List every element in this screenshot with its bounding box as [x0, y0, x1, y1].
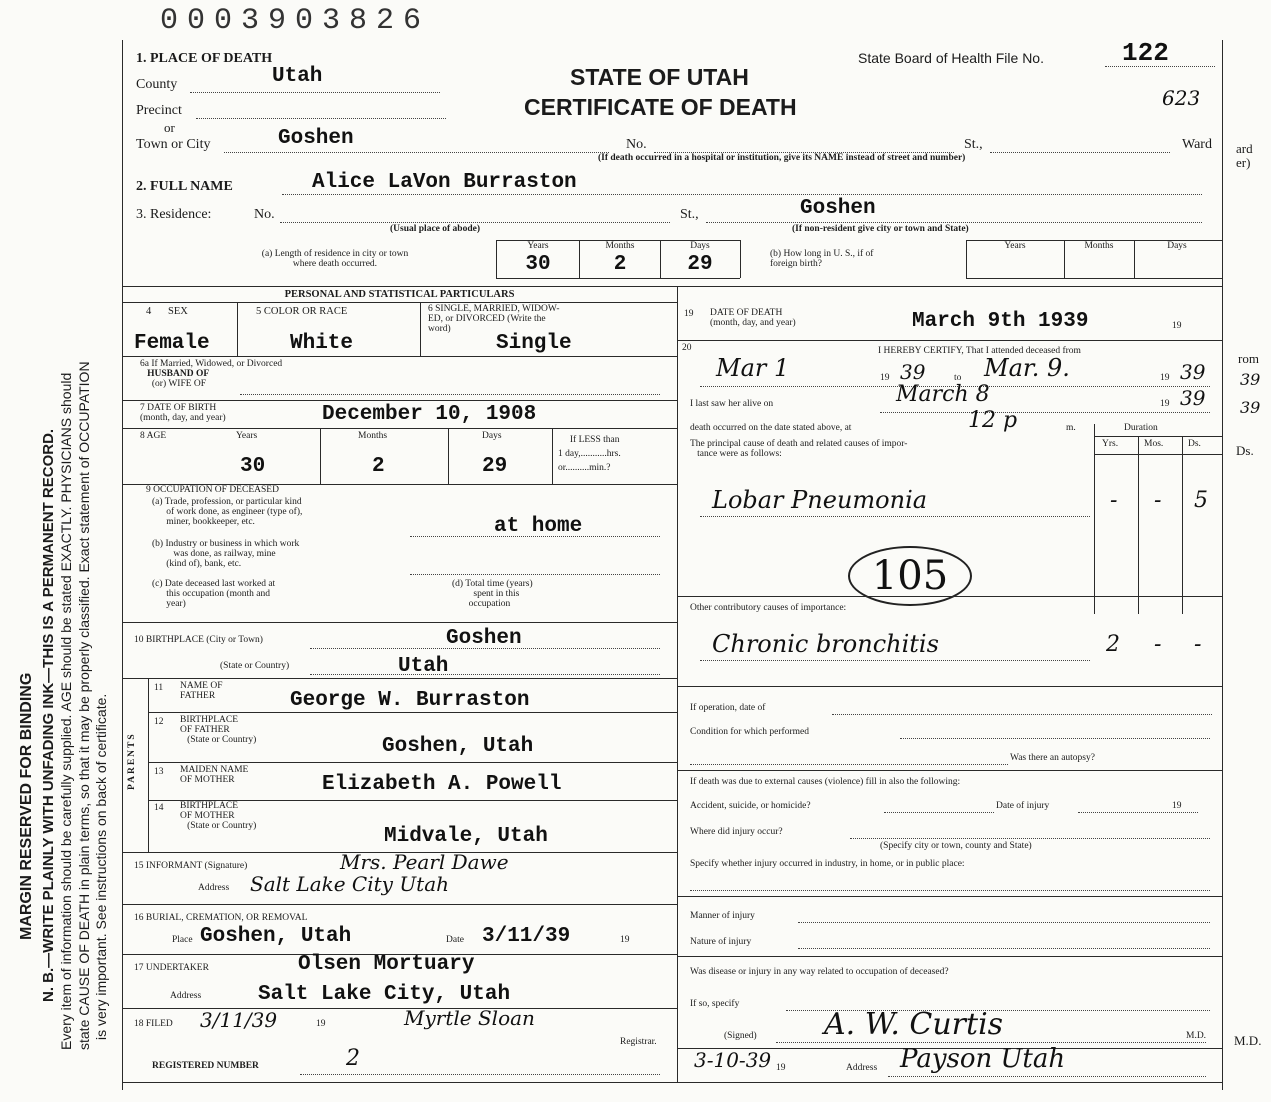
mother-bp-value: Midvale, Utah [384, 825, 548, 848]
death-date-value: March 9th 1939 [912, 310, 1089, 333]
non-resident-note: (If non-resident give city or town and State) [792, 224, 969, 234]
undertaker-address-label: Address [170, 991, 202, 1001]
operation-label: If operation, date of [690, 703, 766, 713]
res-days-value: 29 [687, 253, 713, 276]
signed-date: 3-10-39 [694, 1048, 772, 1072]
attended-to-label: to [954, 373, 962, 383]
filed-value: 3/11/39 [200, 1008, 278, 1032]
no-label: No. [626, 137, 647, 152]
death-occurred-label: death occurred on the date stated above, at [690, 423, 852, 433]
serial-number: 0003903826 [160, 4, 431, 38]
birthplace-label: 10 BIRTHPLACE (City or Town) [134, 635, 263, 645]
father-bp-num: 12 [154, 717, 164, 727]
race-value: White [290, 332, 354, 355]
or-label: or [164, 120, 175, 135]
accident-label: Accident, suicide, or homicide? [690, 801, 811, 811]
signed-label: (Signed) [724, 1031, 757, 1041]
edge-fragment-4: 39 [1240, 370, 1261, 389]
hospital-note: (If death occurred in a hospital or institution, give its NAME instead of street and number) [598, 153, 966, 163]
race-label: 5 COLOR OR RACE [256, 306, 348, 317]
other-cause: Chronic bronchitis [712, 630, 939, 658]
age-less-label: If LESS than 1 day,...........hrs. or..........min.? [558, 435, 621, 473]
last-saw-date: March 8 [896, 382, 990, 407]
burial-date-label: Date [446, 935, 464, 945]
filed-year-suffix: 19 [316, 1019, 326, 1029]
last-saw-year-prefix: 19 [1160, 399, 1170, 409]
undertaker-address-value: Salt Lake City, Utah [258, 983, 511, 1006]
birthplace-city-value: Goshen [446, 627, 522, 650]
occupation-a-label: (a) Trade, profession, or particular kind of work done, as engineer (type of), miner, bookkeeper, etc. [152, 497, 303, 527]
usual-abode-note: (Usual place of abode) [390, 224, 480, 234]
dob-label: 7 DATE OF BIRTH (month, day, and year) [140, 403, 226, 423]
informant-address-label: Address [198, 883, 230, 893]
place-of-death-label: 1. PLACE OF DEATH [136, 51, 273, 66]
mos-label: Mos. [1144, 439, 1164, 449]
attended-to-year-prefix: 19 [1160, 373, 1170, 383]
residence-st-label: St., [680, 207, 699, 222]
occupation-label: 9 OCCUPATION OF DECEASED [146, 485, 279, 495]
physician-address: Payson Utah [900, 1044, 1066, 1074]
res-months-value: 2 [613, 253, 627, 276]
attended-to-year: 39 [1180, 360, 1206, 384]
length-of-residence-label: (a) Length of residence in city or town where death occurred. [261, 249, 409, 269]
death-occurred-m: m. [1066, 423, 1076, 433]
county-label: County [136, 77, 178, 92]
ds-label: Ds. [1188, 439, 1201, 449]
father-bp-label: BIRTHPLACE OF FATHER (State or Country) [180, 715, 257, 745]
sex-num: 4 [146, 306, 152, 317]
us-years-label: Years [1004, 241, 1026, 251]
other-ds: - [1194, 632, 1202, 657]
certify-num: 20 [682, 343, 692, 353]
res-years-value: 30 [525, 253, 551, 276]
marital-value: Single [496, 332, 572, 355]
parents-label: PARENTS [127, 732, 137, 790]
where-injury-note: (Specify city or town, county and State) [880, 841, 1032, 851]
registered-value: 2 [346, 1046, 360, 1071]
margin-instructions-2: state CAUSE OF DEATH in plain terms, so that it may be properly classified. Exact statement of OCCUPATION [76, 361, 92, 1050]
undertaker-label: 17 UNDERTAKER [134, 963, 209, 973]
edge-fragment-1: ard [1236, 141, 1253, 156]
filed-label: 18 FILED [134, 1019, 173, 1029]
occupation-value: at home [494, 515, 583, 538]
signed-date-suffix: 19 [776, 1063, 786, 1073]
us-months-label: Months [1084, 241, 1114, 251]
attended-to: Mar. 9. [984, 354, 1070, 382]
registrar-signature: Myrtle Sloan [404, 1006, 535, 1030]
sex-label: SEX [168, 306, 188, 317]
md-label: M.D. [1186, 1031, 1207, 1041]
date-injury-label: Date of injury [996, 801, 1050, 811]
last-saw-year: 39 [1180, 386, 1206, 410]
death-date-num: 19 [684, 309, 694, 319]
where-injury-label: Where did injury occur? [690, 827, 783, 837]
residence-city-value: Goshen [800, 197, 876, 220]
attended-from: Mar 1 [716, 354, 790, 382]
age-days-value: 29 [482, 455, 508, 478]
informant-address: Salt Lake City Utah [250, 872, 450, 896]
full-name-label: 2. FULL NAME [136, 179, 233, 194]
specify-place-label: Specify whether injury occurred in industry, in home, or in public place: [690, 859, 965, 869]
ward-label: Ward [1182, 137, 1212, 152]
margin-binding-text: MARGIN RESERVED FOR BINDING [18, 672, 35, 940]
edge-fragment-6: Ds. [1236, 443, 1254, 458]
other-causes-label: Other contributory causes of importance: [690, 603, 847, 613]
us-residence-label: (b) How long in U. S., if of foreign birth? [770, 249, 874, 269]
dob-value: December 10, 1908 [322, 403, 537, 426]
related-occupation-label: Was disease or injury in any way related to occupation of deceased? [690, 967, 949, 977]
state-file-sub-value: 623 [1162, 86, 1201, 110]
birthplace-state-label: (State or Country) [220, 661, 290, 671]
if-so-label: If so, specify [690, 999, 740, 1009]
yrs-label: Yrs. [1102, 439, 1119, 449]
margin-permanent-record-text: N. B.—WRITE PLAINLY WITH UNFADING INK—THIS IS A PERMANENT RECORD. [40, 428, 57, 1002]
spouse-label: 6a If Married, Widowed, or Divorced HUSBAND OF (or) WIFE OF [140, 359, 283, 389]
title-certificate: CERTIFICATE OF DEATH [524, 94, 797, 120]
other-mos: - [1154, 632, 1162, 657]
county-value: Utah [272, 65, 323, 88]
condition-label: Condition for which performed [690, 727, 809, 737]
attended-from-year-prefix: 19 [880, 373, 890, 383]
burial-year-suffix: 19 [620, 935, 630, 945]
residence-no-label: No. [254, 207, 275, 222]
town-label: Town or City [136, 137, 211, 152]
death-time: 12 p [968, 408, 1018, 433]
last-saw-label: I last saw her alive on [690, 399, 774, 409]
attended-from-year: 39 [900, 360, 926, 384]
father-num: 11 [154, 683, 164, 693]
town-value: Goshen [278, 127, 354, 150]
age-months-value: 2 [372, 455, 385, 478]
burial-label: 16 BURIAL, CREMATION, OR REMOVAL [134, 913, 308, 923]
personal-header: PERSONAL AND STATISTICAL PARTICULARS [284, 289, 515, 300]
birthplace-state-value: Utah [398, 655, 449, 678]
residence-label: 3. Residence: [136, 207, 212, 222]
undertaker-value: Olsen Mortuary [298, 953, 475, 976]
registrar-label: Registrar. [620, 1037, 657, 1047]
res-months-label: Months [605, 241, 635, 251]
edge-fragment-3: rom [1238, 351, 1259, 366]
sex-value: Female [134, 332, 210, 355]
mother-bp-label: BIRTHPLACE OF MOTHER (State or Country) [180, 801, 257, 831]
res-years-label: Years [527, 241, 549, 251]
principal-cause: Lobar Pneumonia [712, 486, 928, 514]
burial-place-label: Place [172, 935, 193, 945]
nature-label: Nature of injury [690, 937, 752, 947]
precinct-label: Precinct [136, 103, 182, 118]
physician-address-label: Address [846, 1063, 878, 1073]
state-file-no-value: 122 [1122, 38, 1169, 68]
state-file-no-label: State Board of Health File No. [858, 50, 1044, 66]
occupation-d-label: (d) Total time (years) spent in this occupation [452, 579, 533, 609]
duration-label: Duration [1124, 423, 1158, 433]
age-days-label: Days [482, 431, 502, 441]
other-yrs: 2 [1106, 632, 1120, 657]
st-label: St., [964, 137, 983, 152]
certify-text: I HEREBY CERTIFY, That I attended deceased from [878, 346, 1081, 356]
cause-code: 105 [848, 546, 972, 606]
father-value: George W. Burraston [290, 689, 530, 712]
age-months-label: Months [358, 431, 388, 441]
father-bp-value: Goshen, Utah [382, 735, 534, 758]
death-date-year-suffix: 19 [1172, 321, 1182, 331]
res-days-label: Days [690, 241, 710, 251]
margin-instructions-1: Every item of information should be carefully supplied. AGE should be stated EXACTLY. PHYSICIANS should [58, 372, 74, 1050]
occupation-c-label: (c) Date deceased last worked at this occupation (month and year) [152, 579, 276, 609]
title-state: STATE OF UTAH [570, 64, 749, 90]
burial-date-value: 3/11/39 [482, 925, 571, 948]
marital-label: 6 SINGLE, MARRIED, WIDOW- ED, or DIVORCED (Write the word) [428, 304, 560, 334]
death-date-label: DATE OF DEATH (month, day, and year) [710, 308, 796, 328]
us-days-label: Days [1167, 241, 1187, 251]
external-causes-label: If death was due to external causes (violence) fill in also the following: [690, 777, 961, 787]
manner-label: Manner of injury [690, 911, 755, 921]
date-injury-suffix: 19 [1172, 801, 1182, 811]
father-label: NAME OF FATHER [180, 681, 223, 701]
occupation-b-label: (b) Industry or business in which work was done, as railway, mine (kind of), bank, etc. [152, 539, 300, 569]
mother-value: Elizabeth A. Powell [322, 773, 562, 796]
mother-bp-num: 14 [154, 803, 164, 813]
edge-fragment-5: 39 [1240, 398, 1261, 417]
cause-ds: 5 [1194, 488, 1208, 513]
age-label: 8 AGE [140, 431, 167, 441]
mother-label: MAIDEN NAME OF MOTHER [180, 765, 249, 785]
edge-fragment-2: er) [1236, 155, 1251, 170]
edge-fragment-7: M.D. [1234, 1033, 1262, 1048]
physician-signature: A. W. Curtis [824, 1007, 1004, 1042]
cause-mos: - [1154, 488, 1162, 513]
cause-yrs: - [1110, 488, 1118, 513]
registered-label: REGISTERED NUMBER [152, 1061, 259, 1071]
autopsy-label: Was there an autopsy? [1010, 753, 1095, 763]
informant-label: 15 INFORMANT (Signature) [134, 861, 248, 871]
age-years-label: Years [236, 431, 258, 441]
mother-num: 13 [154, 767, 164, 777]
margin-instructions-3: is very important. See instructions on back of certificate. [93, 693, 109, 1040]
cause-label: The principal cause of death and related causes of impor- tance were as follows: [690, 439, 908, 459]
full-name-value: Alice LaVon Burraston [312, 171, 577, 194]
informant-signature: Mrs. Pearl Dawe [340, 850, 509, 874]
burial-place-value: Goshen, Utah [200, 925, 352, 948]
age-years-value: 30 [240, 455, 266, 478]
